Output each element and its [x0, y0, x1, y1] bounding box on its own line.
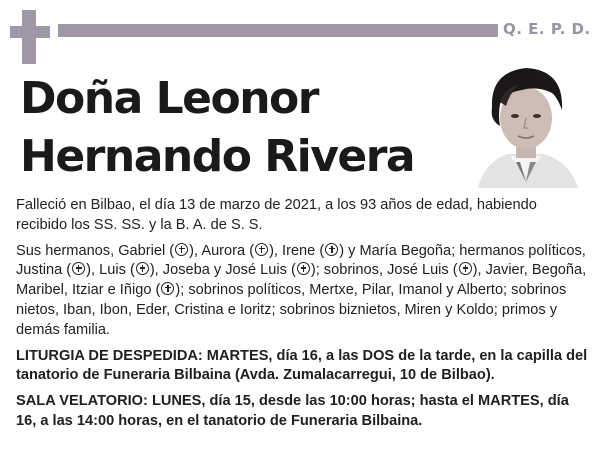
- name-line-2: Hernando Rivera: [20, 131, 415, 182]
- death-announcement: Falleció en Bilbao, el día 13 de marzo de 2021, a los 93 años de edad, habiendo recibido los SS. SS. y la B. A. de S. S.: [16, 197, 537, 233]
- cross-icon: [10, 10, 50, 64]
- liturgy-info: LITURGIA DE DESPEDIDA: MARTES, día 16, a las DOS de la tarde, en la capilla del tanatorio de Funeraria Bilbaina (Avda. Zumalacarregui, 10 de Bilbao).: [16, 347, 588, 384]
- deceased-cross-icon: [136, 262, 149, 275]
- deceased-cross-icon: [459, 262, 472, 275]
- deceased-cross-icon: [255, 243, 268, 256]
- name-line-1: Doña Leonor: [20, 73, 318, 124]
- notice-body: [16, 196, 588, 438]
- portrait-photo: [470, 58, 582, 188]
- deceased-cross-icon: [175, 243, 188, 256]
- deceased-cross-icon: [297, 262, 310, 275]
- header-rule: [58, 24, 498, 37]
- deceased-cross-icon: [325, 243, 338, 256]
- deceased-name: [20, 70, 414, 186]
- family-list: Sus hermanos, Gabriel ( ), Aurora ( ), Irene ( ) y María Begoña; hermanos políticos, Justina ( ), Luis ( ), Joseba y José Luis ( ); sobrinos, José Luis ( ), Javier, Begoña, Maribel, Itziar e Iñigo ( ); sobrinos políticos, Mertxe, Pilar, Imanol y Alberto; sobrinos nietos, Iban, Ibon, Eder, Cristina e Ioritz; sobrinos biznietos, Miren y Koldo; primos y demás familia.: [16, 242, 587, 338]
- deceased-cross-icon: [161, 282, 174, 295]
- deceased-cross-icon: [72, 262, 85, 275]
- qepd-label: Q. E. P. D.: [503, 20, 591, 38]
- wake-info: SALA VELATORIO: LUNES, día 15, desde las 10:00 horas; hasta el MARTES, día 16, a las 14:00 horas, en el tanatorio de Funeraria Bilbaina.: [16, 393, 569, 429]
